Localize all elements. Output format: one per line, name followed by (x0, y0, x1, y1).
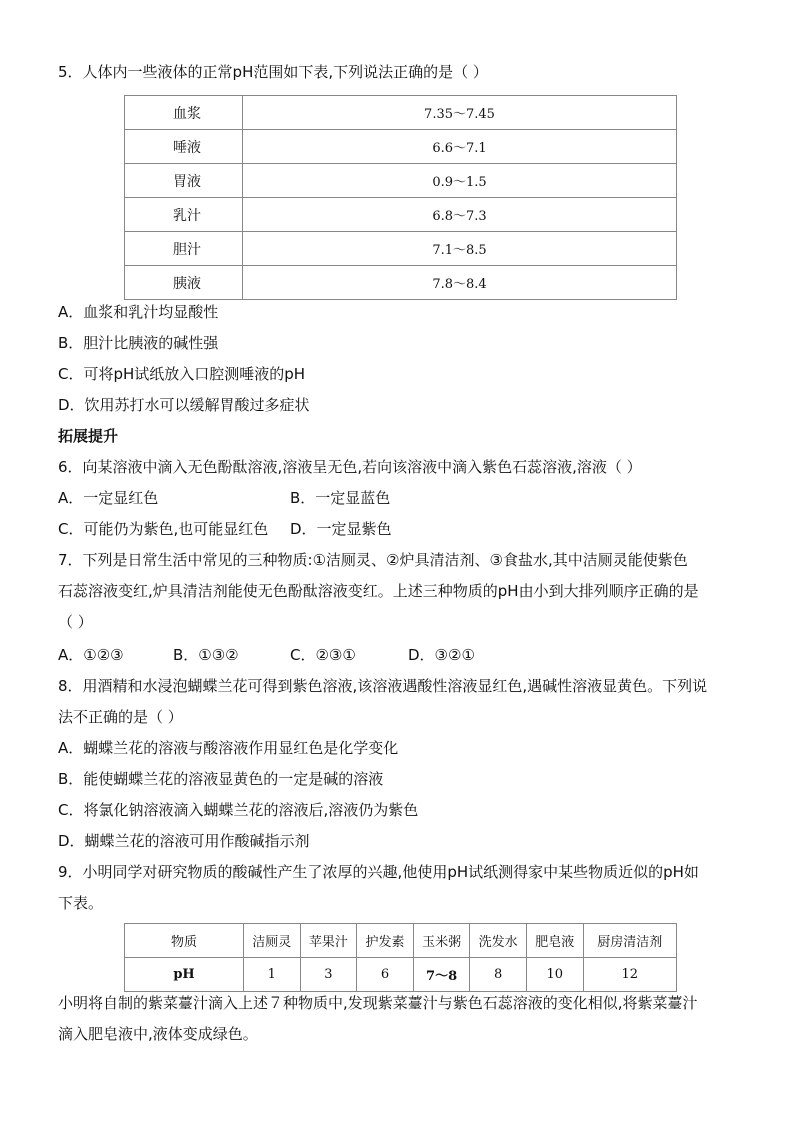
ph-range: 7.35～7.45 (243, 96, 677, 130)
q6-option-b: B．一定显蓝色 (290, 489, 391, 507)
substance-cell: 厨房清洁剂 (583, 924, 676, 958)
fluid-label: 胆汁 (125, 232, 243, 266)
q8-option-a: A．蝴蝶兰花的溶液与酸溶液作用显红色是化学变化 (58, 739, 399, 757)
fluid-label: 唾液 (125, 130, 243, 164)
fluid-label: 胃液 (125, 164, 243, 198)
fluid-label: 胰液 (125, 266, 243, 300)
q9-stem-line-2: 下表。 (58, 894, 104, 912)
table-row (125, 266, 677, 300)
substance-cell: 苹果汁 (300, 924, 357, 958)
q7-option-b: B．①③② (173, 646, 239, 664)
q5-option-a: A．血浆和乳汁均显酸性 (58, 303, 219, 321)
row-header-ph: pH (125, 958, 244, 992)
q7-option-d: D．③②① (408, 646, 475, 664)
ph-cell: 7～8 (413, 958, 470, 992)
substance-cell: 护发素 (357, 924, 414, 958)
ph-range: 6.6～7.1 (243, 130, 677, 164)
section-title: 拓展提升 (58, 427, 119, 445)
row-header-substance: 物质 (125, 924, 244, 958)
q5-option-b: B．胆汁比胰液的碱性强 (58, 334, 219, 352)
q7-option-c: C．②③① (290, 646, 356, 664)
q7-stem-line-3: （ ） (58, 613, 93, 631)
q8-stem-line-1: 8．用酒精和水浸泡蝴蝶兰花可得到紫色溶液,该溶液遇酸性溶液显红色,遇碱性溶液显黄色。下列说 (58, 677, 708, 695)
q9-stem-line-1: 9．小明同学对研究物质的酸碱性产生了浓厚的兴趣,他使用pH试纸测得家中某些物质近似的pH如 (58, 863, 699, 881)
q6-option-d: D．一定显紫色 (290, 520, 392, 538)
q8-option-d: D．蝴蝶兰花的溶液可用作酸碱指示剂 (58, 832, 310, 850)
ph-range: 7.1～8.5 (243, 232, 677, 266)
ph-cell: 1 (244, 958, 301, 992)
q8-option-b: B．能使蝴蝶兰花的溶液显黄色的一定是碱的溶液 (58, 770, 384, 788)
table-row (125, 232, 677, 266)
table-row (125, 96, 677, 130)
q7-option-a: A．①②③ (58, 646, 124, 664)
table-row (125, 164, 677, 198)
q6-stem: 6．向某溶液中滴入无色酚酞溶液,溶液呈无色,若向该溶液中滴入紫色石蕊溶液,溶液（ ） (58, 458, 642, 476)
ph-cell: 6 (357, 958, 414, 992)
ph-cell: 10 (526, 958, 583, 992)
q7-stem-line-2: 石蕊溶液变红,炉具清洁剂能使无色酚酞溶液变红。上述三种物质的pH由小到大排列顺序正确的是 (58, 582, 699, 600)
substance-cell: 肥皂液 (526, 924, 583, 958)
ph-range: 6.8～7.3 (243, 198, 677, 232)
substance-cell: 洗发水 (470, 924, 527, 958)
table-row (125, 198, 677, 232)
q5-option-d: D．饮用苏打水可以缓解胃酸过多症状 (58, 396, 310, 414)
q7-stem-line-1: 7．下列是日常生活中常见的三种物质:①洁厕灵、②炉具清洁剂、③食盐水,其中洁厕灵能使紫色 (58, 551, 688, 569)
ph-cell: 8 (470, 958, 527, 992)
substance-cell: 洁厕灵 (244, 924, 301, 958)
ph-cell: 3 (300, 958, 357, 992)
fluid-label: 乳汁 (125, 198, 243, 232)
ph-range: 7.8～8.4 (243, 266, 677, 300)
substance-cell: 玉米粥 (413, 924, 470, 958)
q6-option-c: C．可能仍为紫色,也可能显红色 (58, 520, 269, 538)
q9-after-line-2: 滴入肥皂液中,液体变成绿色。 (58, 1025, 258, 1043)
q8-option-c: C．将氯化钠溶液滴入蝴蝶兰花的溶液后,溶液仍为紫色 (58, 801, 419, 819)
ph-range: 0.9～1.5 (243, 164, 677, 198)
table-row (125, 130, 677, 164)
q5-stem: 5．人体内一些液体的正常pH范围如下表,下列说法正确的是（ ） (58, 63, 488, 81)
q5-option-c: C．可将pH试纸放入口腔测唾液的pH (58, 365, 306, 383)
table-row (125, 958, 677, 992)
q9-ph-table (124, 923, 677, 992)
q9-after-line-1: 小明将自制的紫菜薹汁滴入上述７种物质中,发现紫菜薹汁与紫色石蕊溶液的变化相似,将紫菜薹汁 (58, 994, 698, 1012)
q8-stem-line-2: 法不正确的是（ ） (58, 708, 183, 726)
fluid-label: 血浆 (125, 96, 243, 130)
q5-ph-table (124, 95, 677, 300)
q6-option-a: A．一定显红色 (58, 489, 159, 507)
table-row (125, 924, 677, 958)
ph-cell: 12 (583, 958, 676, 992)
